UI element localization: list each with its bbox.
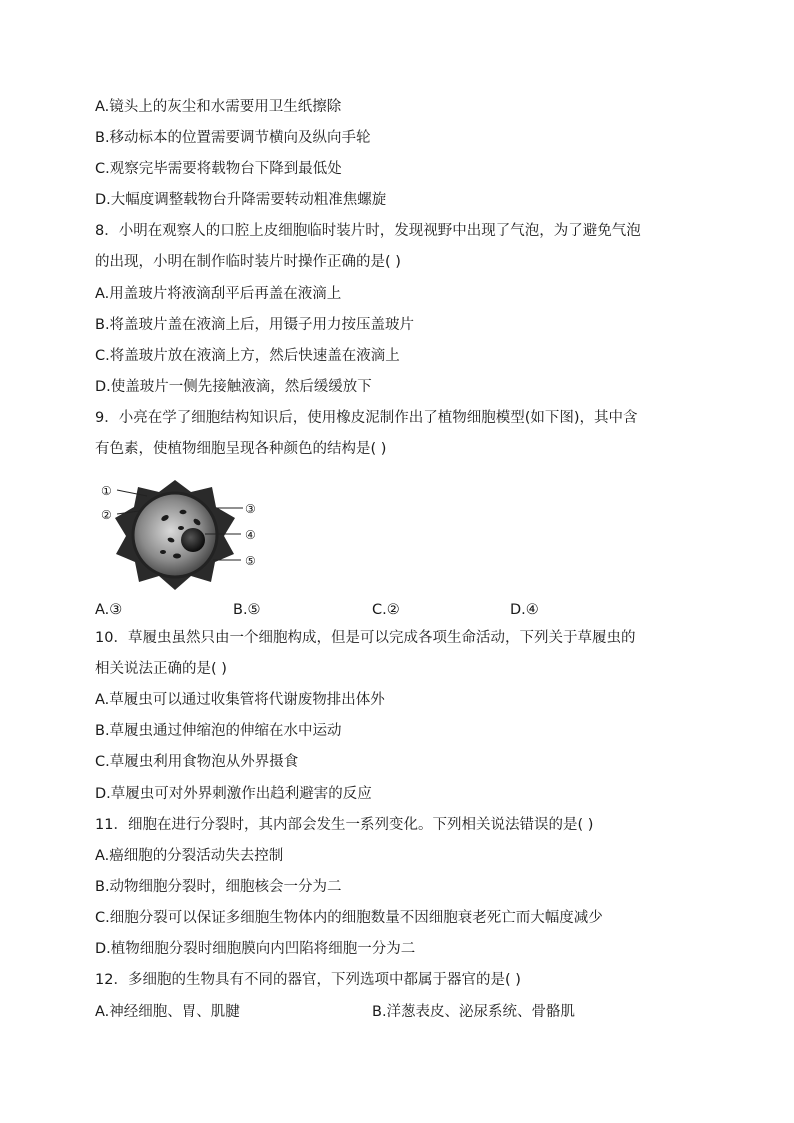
q10-option-a: A.草履虫可以通过收集管将代谢废物排出体外 [95,692,385,708]
q12-option-a: A.神经细胞、胃、肌腱 [95,1004,240,1020]
q9-stem-line-1: 9．小亮在学了细胞结构知识后，使用橡皮泥制作出了植物细胞模型(如下图)，其中含 [95,410,638,426]
q10-option-c: C.草履虫利用食物泡从外界摄食 [95,754,299,770]
q10-stem-line-2: 相关说法正确的是( ) [95,661,227,677]
q12-stem: 12．多细胞的生物具有不同的器官，下列选项中都属于器官的是( ) [95,972,521,988]
q10-stem-line-1: 10．草履虫虽然只由一个细胞构成，但是可以完成各项生命活动，下列关于草履虫的 [95,630,636,646]
plant-cell-model-figure [95,478,270,593]
q11-option-b: B.动物细胞分裂时，细胞核会一分为二 [95,879,342,895]
q9-stem-line-2: 有色素，使植物细胞呈现各种颜色的结构是( ) [95,441,387,457]
q11-option-a: A.癌细胞的分裂活动失去控制 [95,848,284,864]
q9-option-d: D.④ [510,602,539,618]
figure-label-4: ④ [245,528,256,542]
organelle [173,554,181,559]
nucleus [181,528,205,552]
q9-option-a: A.③ [95,602,123,618]
organelle [180,510,187,514]
q11-option-d: D.植物细胞分裂时细胞膜向内凹陷将细胞一分为二 [95,941,416,957]
figure-label-1: ① [101,484,112,498]
q9-option-b: B.⑤ [233,602,261,618]
q8-option-b: B.将盖玻片盖在液滴上后，用镊子用力按压盖玻片 [95,317,415,333]
figure-label-3: ③ [245,502,256,516]
q9-option-c: C.② [372,602,400,618]
option-c: C.观察完毕需要将载物台下降到最低处 [95,161,342,177]
q10-option-b: B.草履虫通过伸缩泡的伸缩在水中运动 [95,723,342,739]
q10-option-d: D.草履虫可对外界刺激作出趋利避害的反应 [95,786,372,802]
q8-option-a: A.用盖玻片将液滴刮平后再盖在液滴上 [95,286,342,302]
figure-label-2: ② [101,508,112,522]
q12-option-b: B.洋葱表皮、泌尿系统、骨骼肌 [372,1004,576,1020]
q11-option-c: C.细胞分裂可以保证多细胞生物体内的细胞数量不因细胞衰老死亡而大幅度减少 [95,910,603,926]
figure-label-5: ⑤ [245,554,256,568]
option-a: A.镜头上的灰尘和水需要用卫生纸擦除 [95,99,342,115]
organelle [178,526,184,530]
q8-option-d: D.使盖玻片一侧先接触液滴，然后缓缓放下 [95,379,372,395]
organelle [160,550,166,554]
option-b: B.移动标本的位置需要调节横向及纵向手轮 [95,130,371,146]
plant-cell-diagram [95,478,270,593]
option-d: D.大幅度调整载物台升降需要转动粗准焦螺旋 [95,192,387,208]
q11-stem: 11．细胞在进行分裂时，其内部会发生一系列变化。下列相关说法错误的是( ) [95,817,594,833]
q8-stem-line-2: 的出现，小明在制作临时装片时操作正确的是( ) [95,254,401,270]
q8-stem-line-1: 8．小明在观察人的口腔上皮细胞临时装片时，发现视野中出现了气泡，为了避免气泡 [95,223,641,239]
q8-option-c: C.将盖玻片放在液滴上方，然后快速盖在液滴上 [95,348,400,364]
